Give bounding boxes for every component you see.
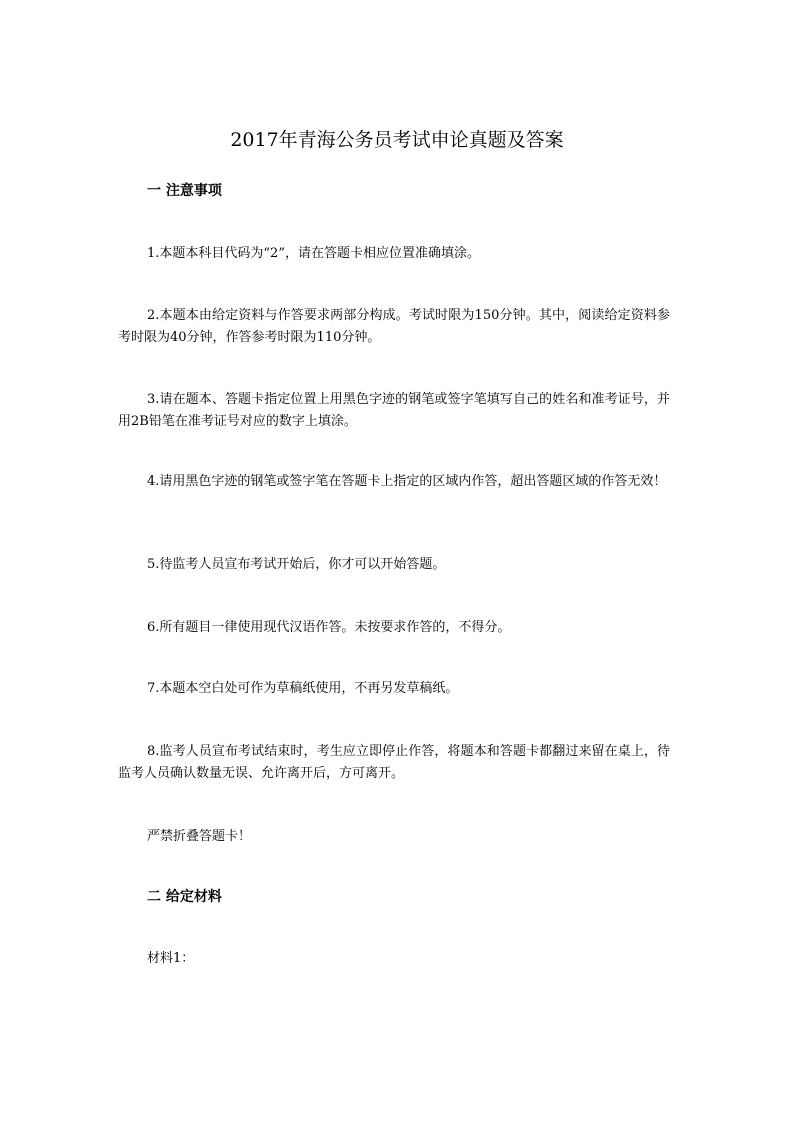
note-item-8: 8.监考人员宣布考试结束时，考生应立即停止作答，将题本和答题卡都翻过来留在桌上，待监考人员确认数量无误、允许离开后，方可离开。 xyxy=(118,744,670,781)
document-title: 2017年青海公务员考试申论真题及答案 xyxy=(230,129,564,151)
note-item-5: 5.待监考人员宣布考试开始后，你才可以开始答题。 xyxy=(147,557,446,572)
section-heading-materials: 二 给定材料 xyxy=(147,889,222,905)
note-item-1: 1.本题本科目代码为“2”，请在答题卡相应位置准确填涂。 xyxy=(147,246,480,261)
note-item-6: 6.所有题目一律使用现代汉语作答。未按要求作答的，不得分。 xyxy=(147,620,511,635)
note-item-2: 2.本题本由给定资料与作答要求两部分构成。考试时限为150分钟。其中，阅读给定资料参考时限为40分钟，作答参考时限为110分钟。 xyxy=(118,308,670,345)
note-item-4: 4.请用黑色字迹的钢笔或签字笔在答题卡上指定的区域内作答，超出答题区域的作答无效！ xyxy=(147,474,667,489)
section-heading-notes: 一 注意事项 xyxy=(147,183,222,199)
material-label: 材料1： xyxy=(147,951,195,966)
warning-text: 严禁折叠答题卡！ xyxy=(147,829,252,844)
note-item-7: 7.本题本空白处可作为草稿纸使用，不再另发草稿纸。 xyxy=(147,681,459,696)
note-item-3: 3.请在题本、答题卡指定位置上用黑色字迹的钢笔或签字笔填写自己的姓名和准考证号，并用2B铅笔在准考证号对应的数字上填涂。 xyxy=(118,392,670,429)
